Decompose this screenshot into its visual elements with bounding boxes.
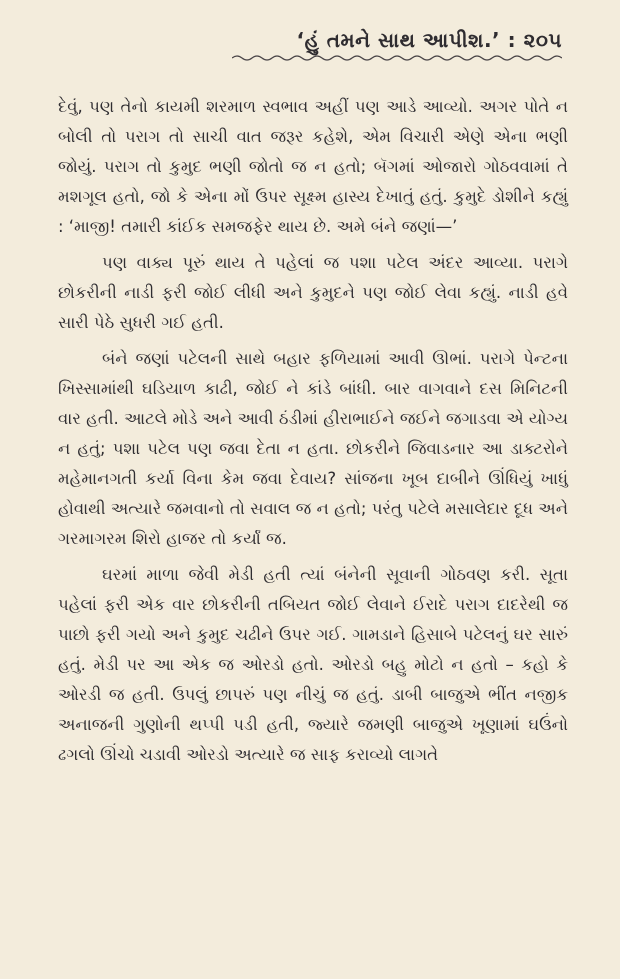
paragraph-1: દેવું, પણ તેનો કાયમી શરમાળ સ્વભાવ અહીં પણ આડે આવ્યો. અગર પોતે ન બોલી તો પરાગ તો સાચી વાત જરૂર કહેશે, એમ વિચારી એણે એના ભણી જોયું. પરાગ તો કુમુદ ભણી જોતો જ ન હતો; બૅગમાં ઓજારો ગોઠવવામાં તે મશગૂલ હતો, જો કે એના મોં ઉપર સૂક્ષ્મ હાસ્ય દેખાતું હતું. કુમુદે ડોશીને કહ્યું : ‘માજી! તમારી કાંઈક સમજફેર થાય છે. અમે બંને જણાં—’ [58,97,568,236]
paragraph-3: બંને જણાં પટેલની સાથે બહાર ફળિયામાં આવી ઊભાં. પરાગે પેન્ટના ખિસ્સામાંથી ઘડિયાળ કાઢી, જોઈ ને કાંડે બાંધી. બાર વાગવાને દસ મિનિટની વાર હતી. આટલે મોડે અને આવી ઠંડીમાં હીરાભાઈને જઈને જગાડવા એ યોગ્ય ન હતું; પશા પટેલ પણ જવા દેતા ન હતા. છોકરીને જિવાડનાર આ ડાક્ટરોને મહેમાનગતી કર્યા વિના કેમ જવા દેવાય? સાંજના ખૂબ દાબીને ઊંધિયું ખાધું હોવાથી અત્યારે જમવાનો તો સવાલ જ ન હતો; પરંતુ પટેલે મસાલેદાર દૂધ અને ગરમાગરમ શિરો હાજર તો કર્યાં જ. [58,349,568,548]
wavy-underline [232,54,562,62]
paragraph-4: ઘરમાં માળા જેવી મેડી હતી ત્યાં બંનેની સૂવાની ગોઠવણ કરી. સૂતા પહેલાં ફરી એક વાર છોકરીની તબિયત જોઈ લેવાને ઈરાદે પરાગ દાદરેથી જ પાછો ફરી ગયો અને કુમુદ ચઢીને ઉપર ગઈ. ગામડાને હિસાબે પટેલનું ઘર સારું હતું. મેડી પર આ એક જ ઓરડો હતો. ઓરડો બહુ મોટો ન હતો – કહો કે ઓરડી જ હતી. ઉપલું છાપરું પણ નીચું જ હતું. ડાબી બાજુએ ભીંત નજીક અનાજની ગુણોની થપ્પી પડી હતી, જ્યારે જમણી બાજુએ ખૂણામાં ઘઉંનો ઢગલો ઊંચો ચડાવી ઓરડો અત્યારે જ સાફ કરાવ્યો લાગતે [58,565,568,764]
body-text [58,92,568,770]
page-header [232,28,562,62]
running-head: ‘હું તમને સાથ આપીશ.’ : ૨૦૫ [296,28,562,52]
paragraph-2: પણ વાક્ય પૂરું થાય તે પહેલાં જ પશા પટેલ અંદર આવ્યા. પરાગે છોકરીની નાડી ફરી જોઈ લીધી અને કુમુદને પણ જોઈ લેવા કહ્યું. નાડી હવે સારી પેઠે સુધરી ગઈ હતી. [58,253,568,332]
